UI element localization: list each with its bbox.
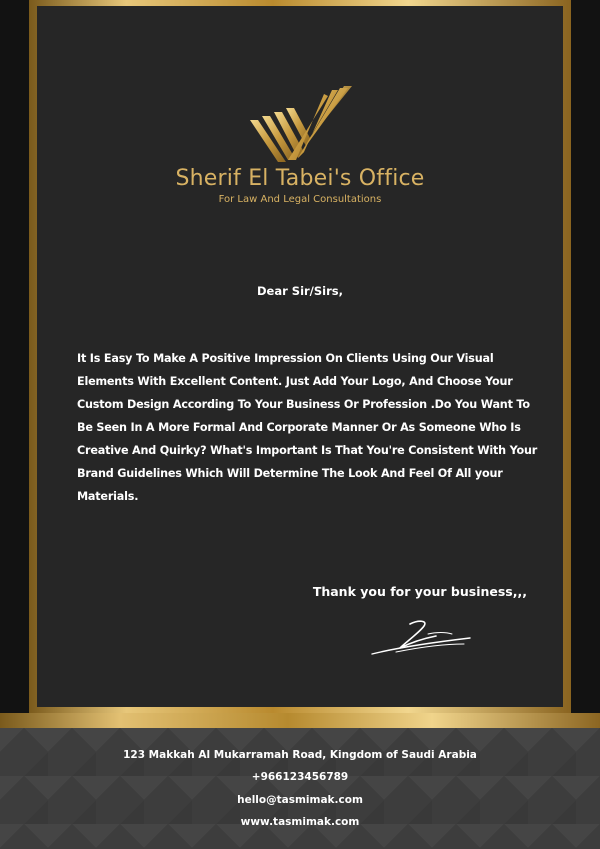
- footer-gold-bar: [0, 713, 600, 728]
- footer: [0, 728, 600, 849]
- letter-body: It Is Easy To Make A Positive Impression On Clients Using Our Visual Elements With Excellent Content. Just Add Your Logo, And Choose Your Custom Design According To Your Business Or Profession .Do You Want To Be Seen In A More Formal And Corporate Manner Or As Someone Who Is Creative And Quirky? What's Important Is That You're Consistent With Your Brand Guidelines Which Will Determine The Look And Feel Of All your Materials.: [77, 352, 538, 503]
- office-tagline: For Law And Legal Consultations: [218, 194, 382, 205]
- footer-email[interactable]: hello@tasmimak.com: [237, 794, 363, 806]
- gold-stripe-checkmark-logo-icon: [248, 86, 352, 164]
- signature: [366, 614, 476, 660]
- footer-phone: +966123456789: [251, 771, 349, 783]
- footer-address: 123 Makkah Al Mukarramah Road, Kingdom of Saudi Arabia: [123, 749, 477, 761]
- salutation: Dear Sir/Sirs,: [257, 284, 343, 298]
- footer-website[interactable]: www.tasmimak.com: [240, 816, 360, 828]
- office-name: Sherif El Tabei's Office: [175, 166, 425, 191]
- closing-line: Thank you for your business,,,: [312, 584, 527, 599]
